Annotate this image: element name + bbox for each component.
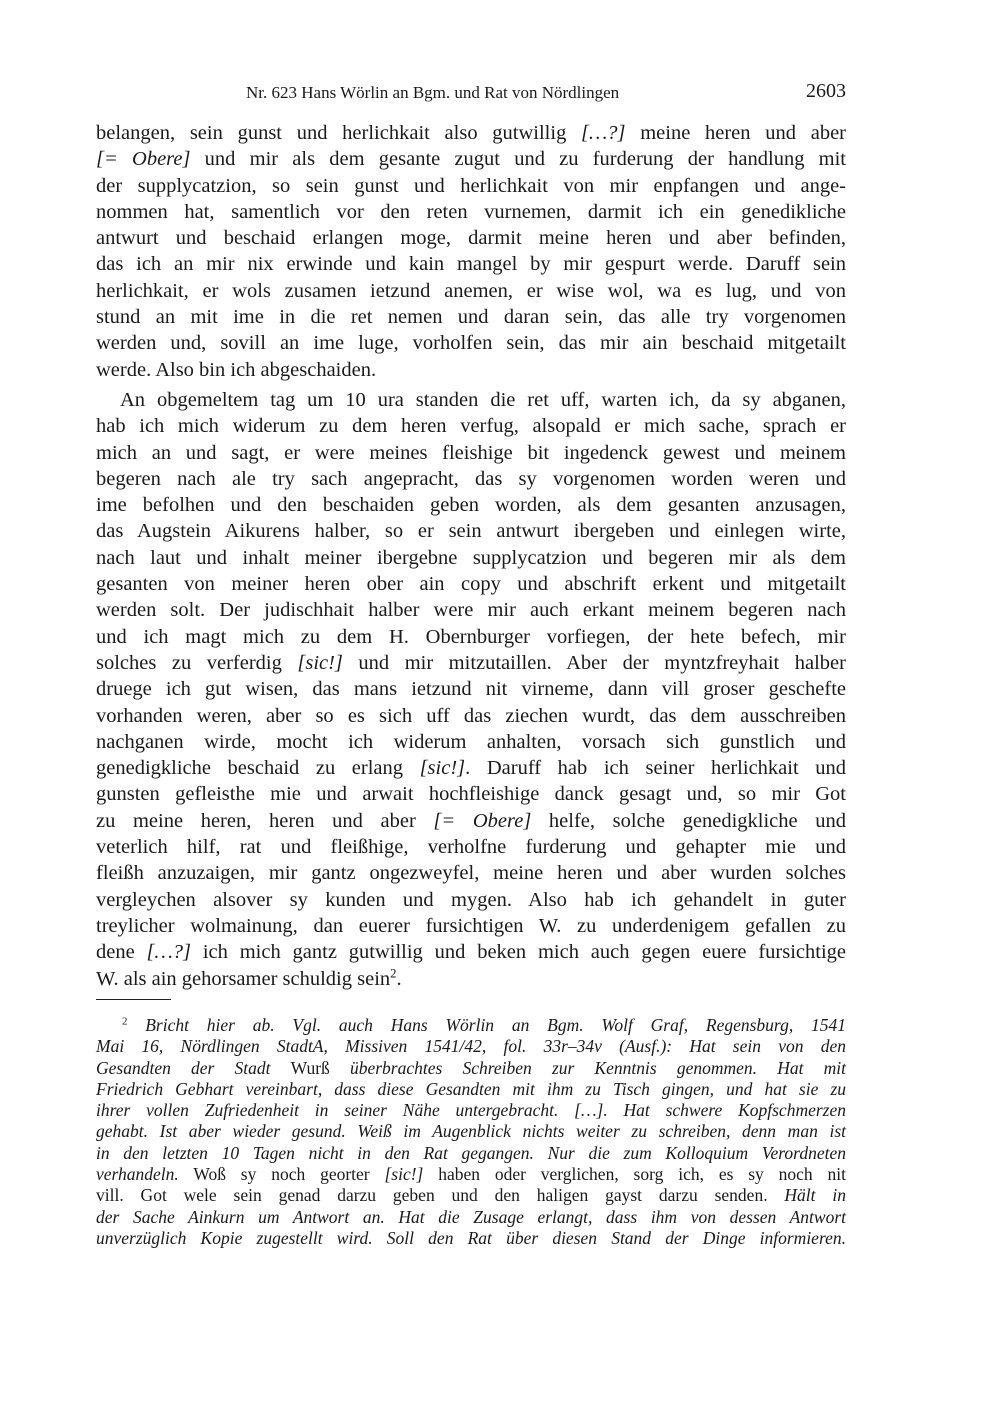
running-header bbox=[96, 80, 846, 106]
italic-text: Mai 16, Nördlingen StadtA, Missiven 1541/42, fol. 33r–34v (Ausf.): Hat sein von den bbox=[96, 1036, 846, 1057]
italic-text: […?] bbox=[581, 122, 626, 144]
text-run: stund an mit ime in die ret nemen und daran sein, das alle try vorgenomen bbox=[96, 306, 846, 329]
text-run: nommen hat, samentlich vor den reten vurnemen, darmit ich ein genedikliche bbox=[96, 200, 846, 223]
page-number: 2603 bbox=[806, 80, 846, 102]
italic-text: Gesandten der Stadt bbox=[96, 1057, 291, 1078]
text-line bbox=[96, 304, 846, 330]
italic-text: ihrer vollen Zufriedenheit in seiner Nähe untergebracht. […]. Hat schwere Kopfschmerzen bbox=[96, 1100, 846, 1121]
text-line bbox=[96, 146, 846, 172]
text-run: gesanten von meiner heren ober ain copy und abschrift erkent und mitgetailt bbox=[96, 573, 846, 596]
text-line bbox=[96, 1058, 846, 1079]
text-line bbox=[96, 939, 846, 965]
text-run: begeren nach ale try sach angepracht, das sy vorgenomen worden weren und bbox=[96, 467, 846, 490]
text-line bbox=[96, 278, 846, 304]
text-run: herlichkait, er wols zusamen ietzund anemen, er wise wol, wa es lug, und von bbox=[96, 279, 846, 302]
text-run: nach laut und inhalt meiner ibergebne supplycatzion und begeren mir als dem bbox=[96, 546, 846, 569]
text-run: haben oder verglichen, sorg ich, es sy noch nit bbox=[423, 1164, 846, 1185]
text-run: veterlich hilf, rat und fleißhige, verholfne furderung und gehapter mie und bbox=[96, 836, 846, 859]
footnote-divider bbox=[96, 999, 171, 1000]
text-run: das ich an mir nix erwinde und kain mangel by mir gespurt werde. Daruff sein bbox=[96, 253, 846, 276]
text-run: und ich magt mich zu dem H. Obernburger vorfiegen, der hete befech, mir bbox=[96, 625, 846, 648]
text-run: vergleychen alsover sy kunden und mygen. Also hab ich gehandelt in guter bbox=[96, 888, 846, 911]
text-line bbox=[96, 781, 846, 807]
text-line bbox=[96, 571, 846, 597]
text-line bbox=[96, 440, 846, 466]
footnote bbox=[96, 1015, 846, 1249]
text-run: ich mich gantz gutwillig und beken mich auch gegen euere fursichtige bbox=[190, 941, 846, 964]
italic-text: [sic!] bbox=[297, 651, 343, 674]
text-line bbox=[96, 199, 846, 225]
text-run: und mir als dem gesante zugut und zu furderung der handlung mit bbox=[190, 148, 846, 171]
text-line bbox=[96, 1100, 846, 1121]
text-line bbox=[96, 1164, 846, 1185]
text-run: dene bbox=[96, 941, 147, 964]
text-line bbox=[96, 966, 846, 992]
italic-text: [sic!] bbox=[384, 1164, 424, 1185]
text-run: fleißh anzuzaigen, mir gantz ongezweyfel, meine heren und aber wurden solches bbox=[96, 862, 846, 885]
text-line bbox=[96, 729, 846, 755]
text-line bbox=[96, 1036, 846, 1057]
italic-text: […?] bbox=[146, 941, 191, 964]
text-line bbox=[96, 1079, 846, 1100]
text-run: der supplycatzion, so sein gunst und herlichkait von mir enpfangen und ange- bbox=[96, 174, 846, 197]
text-line bbox=[96, 518, 846, 544]
text-line bbox=[96, 808, 846, 834]
text-run: werden solt. Der judischhait halber were mir auch erkant meinem begeren nach bbox=[96, 599, 846, 622]
italic-text: [sic!] bbox=[419, 757, 466, 780]
text-run: . bbox=[396, 967, 402, 990]
text-run: das Augstein Aikurens halber, so er sein antwurt ibergeben und einlegen wirte, bbox=[96, 520, 846, 543]
italic-text: verhandeln. bbox=[96, 1164, 179, 1185]
text-line bbox=[96, 624, 846, 650]
text-run: antwurt und beschaid erlangen moge, darmit meine heren und aber befinden, bbox=[96, 227, 846, 250]
italic-text: gehabt. Ist aber wieder gesund. Weiß im Augenblick nichts weiter zu schreiben, denn man ist bbox=[96, 1121, 846, 1142]
text-run: . Daruff hab ich seiner herlichkait und bbox=[465, 757, 846, 780]
text-line bbox=[96, 466, 846, 492]
text-run: werde. Also bin ich abgeschaiden. bbox=[96, 358, 377, 381]
text-line bbox=[96, 676, 846, 702]
text-run: vorhanden weren, aber so es sich uff das ziechen wurdt, das dem ausschreiben bbox=[96, 704, 846, 727]
text-line bbox=[96, 703, 846, 729]
text-run: Wurß bbox=[290, 1057, 350, 1078]
footnote-marker: 2 bbox=[390, 965, 397, 980]
text-run: und mir mitzutaillen. Aber der myntzfreyhait halber bbox=[342, 651, 846, 674]
text-run: solches zu verferdig bbox=[96, 651, 298, 674]
text-line bbox=[96, 755, 846, 781]
text-run: zu meine heren, heren und aber bbox=[96, 809, 434, 832]
text-line bbox=[96, 492, 846, 518]
text-line bbox=[96, 860, 846, 886]
italic-text: [= Obere] bbox=[96, 148, 191, 171]
text-run: nachganen wirde, mocht ich widerum anhalten, vorsach sich gunstlich und bbox=[96, 730, 846, 753]
text-line bbox=[96, 913, 846, 939]
italic-text: Bricht hier ab. Vgl. auch Hans Wörlin an Bgm. Wolf Graf, Regensburg, 1541 bbox=[127, 1015, 846, 1035]
text-line bbox=[96, 330, 846, 356]
text-line bbox=[96, 1121, 846, 1142]
text-line bbox=[96, 1207, 846, 1228]
text-line bbox=[96, 834, 846, 860]
text-run: W. als ain gehorsamer schuldig sein bbox=[96, 967, 391, 990]
italic-text: [= Obere] bbox=[433, 809, 532, 832]
text-run: ime befolhen und den beschaiden geben worden, als dem gesanten anzusagen, bbox=[96, 494, 846, 517]
text-line bbox=[96, 251, 846, 277]
paragraph bbox=[96, 387, 846, 992]
italic-text: Friedrich Gebhart vereinbart, dass diese Gesandten mit ihm zu Tisch gingen, und hat sie zu bbox=[96, 1078, 846, 1099]
main-text bbox=[96, 120, 846, 992]
text-line bbox=[96, 545, 846, 571]
text-run: Woß sy noch georter bbox=[178, 1164, 385, 1185]
italic-text: Hält in bbox=[784, 1185, 846, 1206]
text-line bbox=[96, 120, 846, 146]
text-run: helfe, solche genedigkliche und bbox=[531, 809, 847, 832]
text-run: vill. Got wele sein genad darzu geben und den haligen gayst darzu senden. bbox=[96, 1185, 785, 1206]
text-line bbox=[96, 1015, 846, 1036]
paragraph bbox=[96, 120, 846, 383]
text-line bbox=[96, 1185, 846, 1206]
text-line bbox=[96, 413, 846, 439]
footnote-marker: 2 bbox=[122, 1015, 128, 1028]
text-run: mich an und sagt, er were meines fleishige bit ingedenck gewest und meinem bbox=[96, 441, 846, 464]
italic-text: unverzüglich Kopie zugestellt wird. Soll den Rat über diesen Stand der Dinge informieren. bbox=[96, 1227, 846, 1248]
text-run: werden und, sovill an ime luge, vorholfen sein, das mir ain beschaid mitgetailt bbox=[96, 332, 846, 355]
text-line bbox=[96, 597, 846, 623]
text-line bbox=[96, 650, 846, 676]
text-line bbox=[96, 1228, 846, 1249]
text-run: meine heren und aber bbox=[625, 122, 846, 144]
italic-text: in den letzten 10 Tagen nicht in den Rat gegangen. Nur die zum Kolloquium Verordneten bbox=[96, 1142, 846, 1163]
running-title: Nr. 623 Hans Wörlin an Bgm. und Rat von Nördlingen bbox=[246, 83, 620, 102]
text-run: druege ich gut wisen, das mans ietzund nit virneme, dann vill groser geschefte bbox=[96, 678, 846, 701]
text-run: treylicher wolmainung, dan euerer fursichtigen W. zu underdenigem gefallen zu bbox=[96, 914, 846, 937]
text-line bbox=[96, 357, 846, 383]
italic-text: überbrachtes Schreiben zur Kenntnis genommen. Hat mit bbox=[349, 1057, 846, 1078]
text-line bbox=[96, 387, 846, 413]
text-run: gunsten gefleisthe mie und arwait hochfleishige danck gesagt und, so mir Got bbox=[96, 783, 846, 806]
text-run: genedigkliche beschaid zu erlang bbox=[96, 757, 420, 780]
text-line bbox=[96, 1143, 846, 1164]
italic-text: der Sache Ainkurn um Antwort an. Hat die Zusage erlangt, dass ihm von dessen Antwort bbox=[96, 1206, 846, 1227]
text-line bbox=[96, 173, 846, 199]
text-line bbox=[96, 225, 846, 251]
text-run: belangen, sein gunst und herlichkait also gutwillig bbox=[96, 122, 582, 144]
text-line bbox=[96, 887, 846, 913]
text-run: An obgemeltem tag um 10 ura standen die ret uff, warten ich, da sy abganen, bbox=[120, 388, 846, 411]
text-run: hab ich mich widerum zu dem heren verfug, alsopald er mich sache, sprach er bbox=[96, 415, 846, 438]
